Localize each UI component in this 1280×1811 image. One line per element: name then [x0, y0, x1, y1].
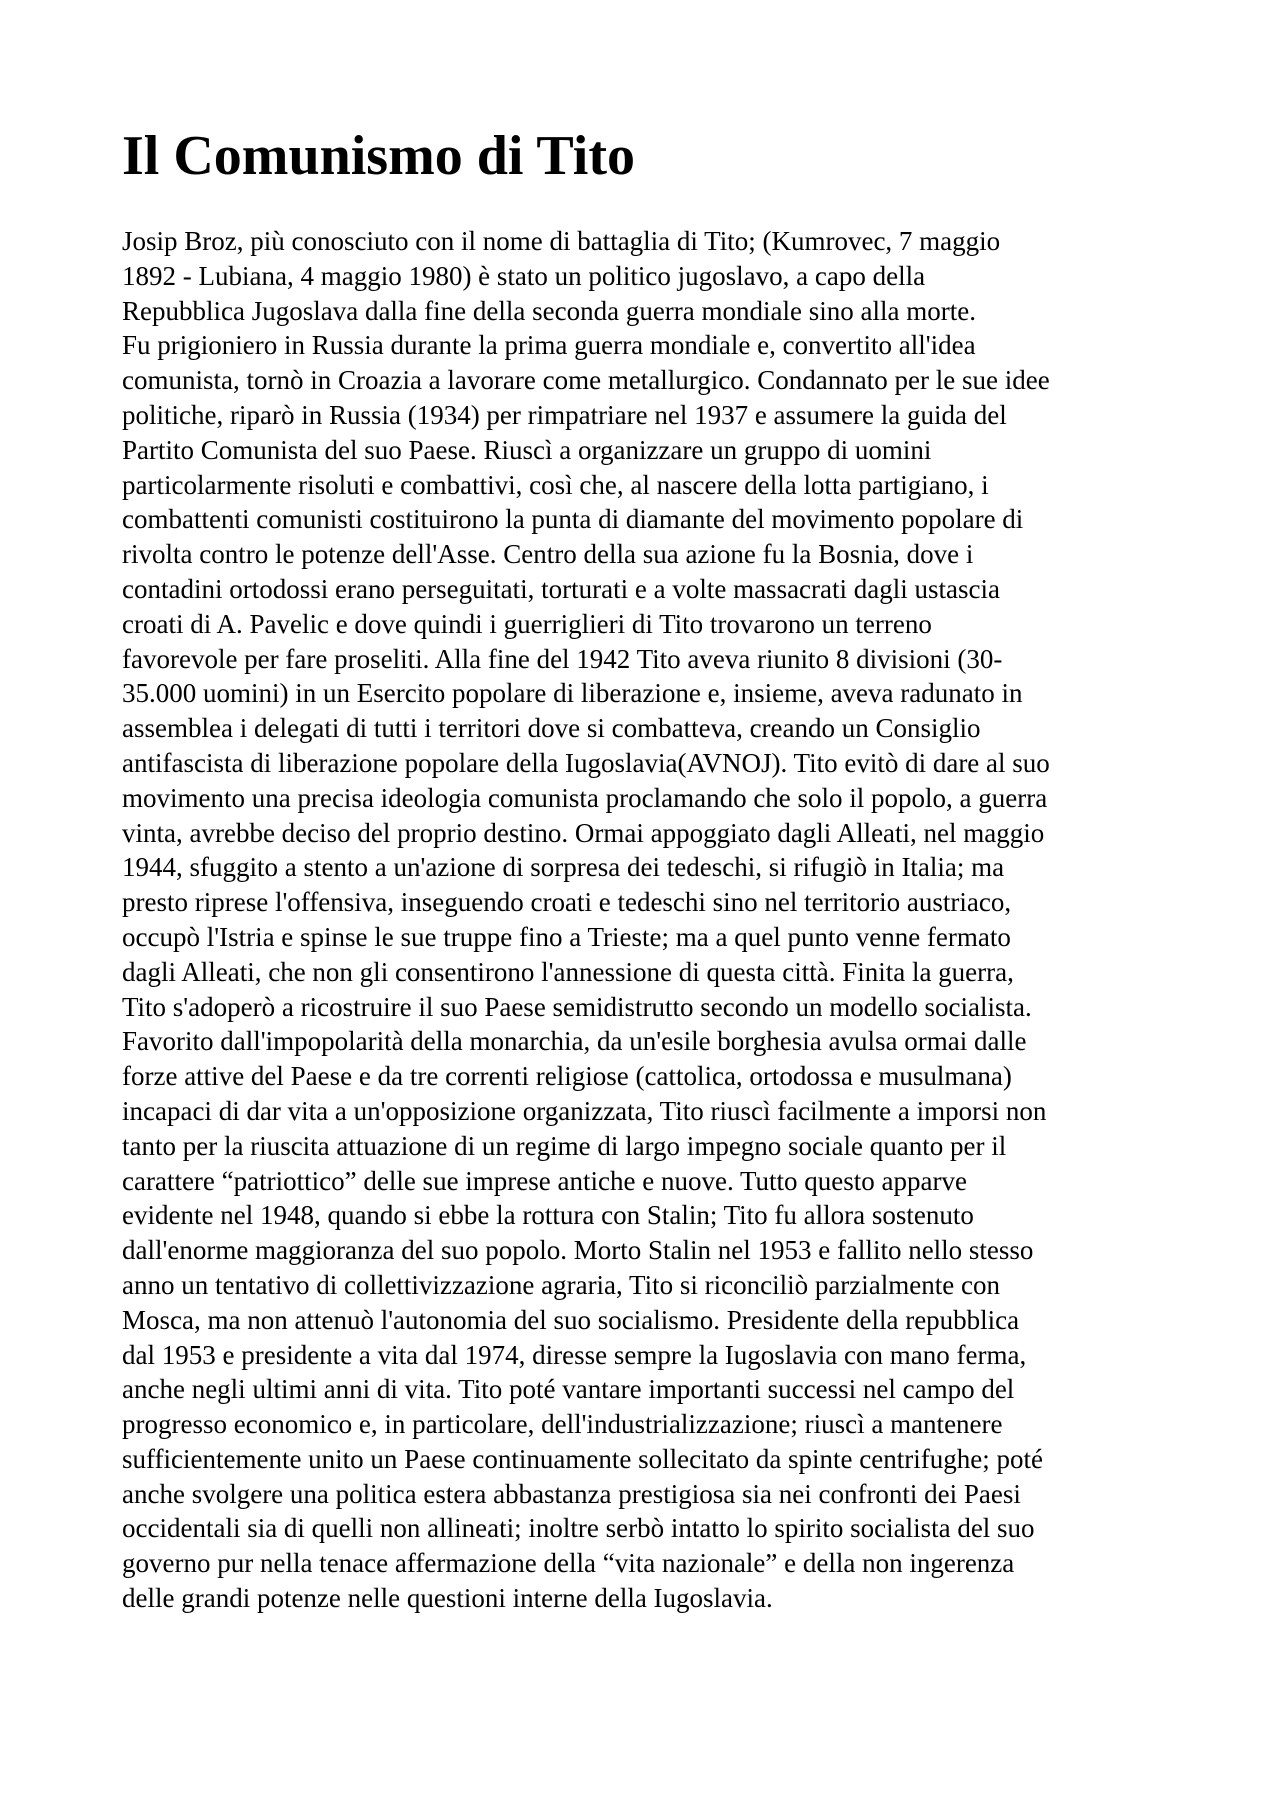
text-line: 1944, sfuggito a stento a un'azione di sorpresa dei tedeschi, si rifugiò in Italia; ma: [122, 852, 1005, 883]
text-line: particolarmente risoluti e combattivi, così che, al nascere della lotta partigiano, i: [122, 469, 989, 500]
body-paragraph: [122, 224, 1050, 1616]
text-line: occupò l'Istria e spinse le sue truppe fino a Trieste; ma a quel punto venne fermato: [122, 921, 1011, 952]
text-line: dal 1953 e presidente a vita dal 1974, diresse sempre la Iugoslavia con mano ferma,: [122, 1339, 1027, 1370]
text-line: dagli Alleati, che non gli consentirono l'annessione di questa città. Finita la guerra,: [122, 956, 1014, 987]
text-line: Favorito dall'impopolarità della monarchia, da un'esile borghesia avulsa ormai dalle: [122, 1026, 1027, 1057]
text-line: dall'enorme maggioranza del suo popolo. Morto Stalin nel 1953 e fallito nello stesso: [122, 1235, 1034, 1266]
text-line: governo pur nella tenace affermazione della “vita nazionale” e della non ingerenza: [122, 1548, 1015, 1579]
text-line: comunista, tornò in Croazia a lavorare come metallurgico. Condannato per le sue idee: [122, 365, 1050, 396]
page-title: Il Comunismo di Tito: [122, 125, 635, 187]
text-line: assemblea i delegati di tutti i territori dove si combatteva, creando un Consiglio: [122, 713, 981, 744]
text-line: combattenti comunisti costituirono la punta di diamante del movimento popolare di: [122, 504, 1024, 535]
text-line: forze attive del Paese e da tre correnti religiose (cattolica, ortodossa e musulmana): [122, 1061, 1012, 1092]
text-line: Partito Comunista del suo Paese. Riuscì a organizzare un gruppo di uomini: [122, 434, 932, 465]
text-line: 1892 - Lubiana, 4 maggio 1980) è stato un politico jugoslavo, a capo della: [122, 260, 926, 291]
text-line: Tito s'adoperò a ricostruire il suo Paese semidistrutto secondo un modello socialista.: [122, 991, 1032, 1022]
text-line: progresso economico e, in particolare, dell'industrializzazione; riuscì a mantenere: [122, 1409, 1003, 1440]
text-line: anche svolgere una politica estera abbastanza prestigiosa sia nei confronti dei Paesi: [122, 1478, 1021, 1509]
text-line: vinta, avrebbe deciso del proprio destino. Ormai appoggiato dagli Alleati, nel maggio: [122, 817, 1045, 848]
text-line: tanto per la riuscita attuazione di un regime di largo impegno sociale quanto per il: [122, 1130, 1007, 1161]
text-line: croati di A. Pavelic e dove quindi i guerriglieri di Tito trovarono un terreno: [122, 608, 932, 639]
text-line: anno un tentativo di collettivizzazione agraria, Tito si riconciliò parzialmente con: [122, 1269, 1000, 1300]
text-line: Fu prigioniero in Russia durante la prima guerra mondiale e, convertito all'idea: [122, 330, 976, 361]
text-line: delle grandi potenze nelle questioni interne della Iugoslavia.: [122, 1583, 773, 1614]
text-line: 35.000 uomini) in un Esercito popolare di liberazione e, insieme, aveva radunato in: [122, 678, 1023, 709]
text-line: Josip Broz, più conosciuto con il nome di battaglia di Tito; (Kumrovec, 7 maggio: [122, 226, 1001, 256]
text-line: politiche, riparò in Russia (1934) per rimpatriare nel 1937 e assumere la guida del: [122, 399, 1007, 430]
text-line: occidentali sia di quelli non allineati; inoltre serbò intatto lo spirito socialista del suo: [122, 1513, 1035, 1544]
text-line: sufficientemente unito un Paese continuamente sollecitato da spinte centrifughe; poté: [122, 1443, 1043, 1474]
text-line: favorevole per fare proseliti. Alla fine del 1942 Tito aveva riunito 8 divisioni (30-: [122, 643, 1003, 674]
text-line: Mosca, ma non attenuò l'autonomia del suo socialismo. Presidente della repubblica: [122, 1304, 1020, 1335]
text-line: antifascista di liberazione popolare della Iugoslavia(AVNOJ). Tito evitò di dare al suo: [122, 747, 1050, 778]
text-line: incapaci di dar vita a un'opposizione organizzata, Tito riuscì facilmente a imporsi non: [122, 1095, 1047, 1126]
text-line: rivolta contro le potenze dell'Asse. Centro della sua azione fu la Bosnia, dove i: [122, 539, 974, 570]
text-line: carattere “patriottico” delle sue imprese antiche e nuove. Tutto questo apparve: [122, 1165, 967, 1196]
text-line: anche negli ultimi anni di vita. Tito poté vantare importanti successi nel campo del: [122, 1374, 1015, 1405]
text-line: evidente nel 1948, quando si ebbe la rottura con Stalin; Tito fu allora sostenuto: [122, 1200, 974, 1231]
text-line: movimento una precisa ideologia comunista proclamando che solo il popolo, a guerra: [122, 782, 1048, 813]
text-line: presto riprese l'offensiva, inseguendo croati e tedeschi sino nel territorio austriaco,: [122, 887, 1012, 918]
text-line: Repubblica Jugoslava dalla fine della seconda guerra mondiale sino alla morte.: [122, 295, 976, 326]
text-line: contadini ortodossi erano perseguitati, torturati e a volte massacrati dagli ustascia: [122, 573, 1000, 604]
